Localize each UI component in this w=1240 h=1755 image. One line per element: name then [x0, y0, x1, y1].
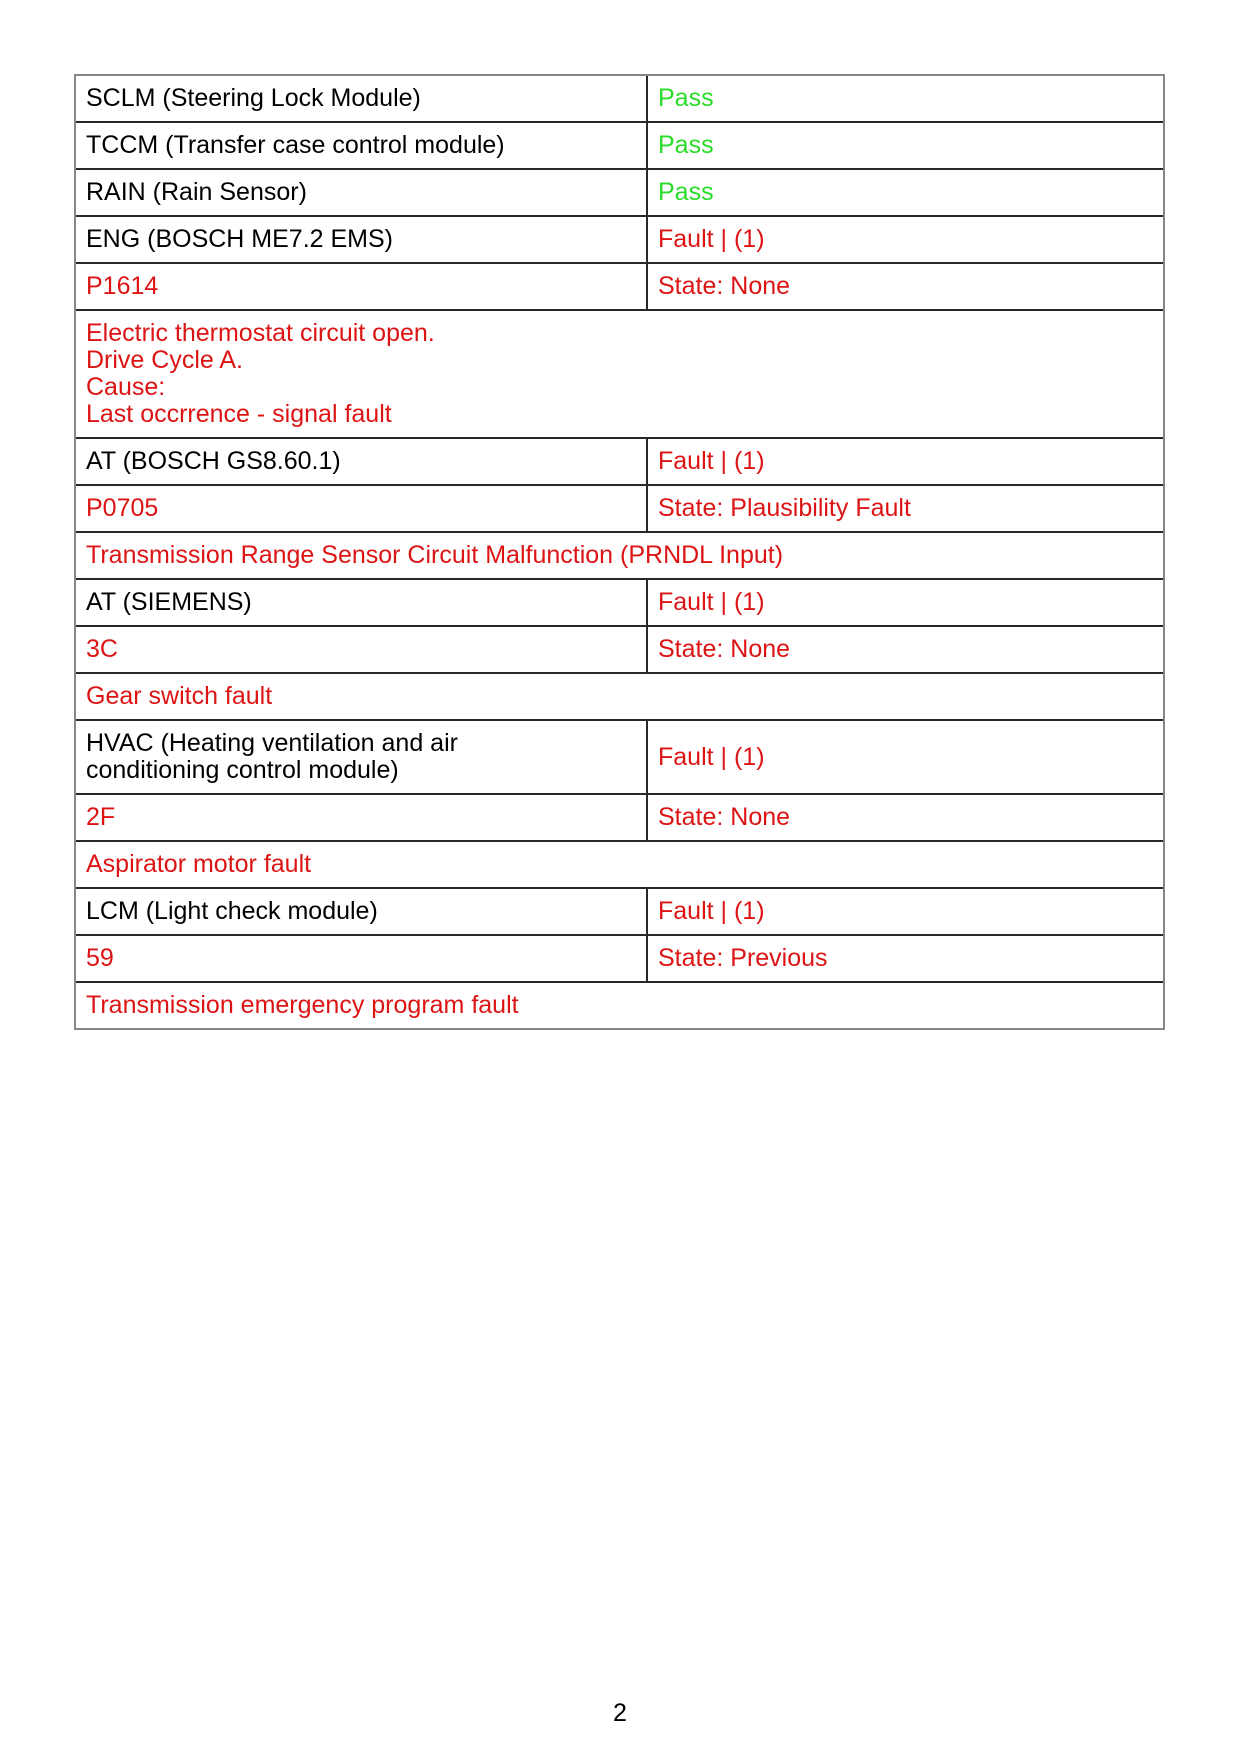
dtc-row	[76, 934, 1163, 981]
fault-description-row	[76, 840, 1163, 887]
dtc-row	[76, 262, 1163, 309]
module-row	[76, 887, 1163, 934]
dtc-state-cell: State: Previous	[648, 934, 1163, 981]
module-status-cell: Fault | (1)	[648, 719, 1163, 793]
dtc-code-cell: 59	[76, 934, 648, 981]
fault-description-cell	[76, 309, 1163, 437]
module-name-cell: SCLM (Steering Lock Module)	[76, 76, 648, 121]
module-name-cell: RAIN (Rain Sensor)	[76, 168, 648, 215]
fault-description-cell: Transmission Range Sensor Circuit Malfunction (PRNDL Input)	[76, 531, 1163, 578]
page-number: 2	[613, 1699, 627, 1727]
fault-description-cell: Gear switch fault	[76, 672, 1163, 719]
module-row	[76, 215, 1163, 262]
fault-description-row	[76, 981, 1163, 1028]
dtc-code-cell: P0705	[76, 484, 648, 531]
module-status-cell: Pass	[658, 84, 714, 112]
dtc-code-cell: 3C	[76, 625, 648, 672]
dtc-row	[76, 793, 1163, 840]
fault-description-row	[76, 531, 1163, 578]
module-status-cell: Fault | (1)	[648, 887, 1163, 934]
dtc-row	[76, 484, 1163, 531]
fault-description-row	[76, 672, 1163, 719]
module-row	[76, 121, 1163, 168]
module-row	[76, 437, 1163, 484]
module-name-cell	[76, 719, 648, 793]
dtc-code-cell: 2F	[76, 793, 648, 840]
fault-description-line: Cause:	[86, 373, 166, 401]
module-row	[76, 578, 1163, 625]
module-name-line: HVAC (Heating ventilation and air	[86, 729, 458, 757]
module-row	[76, 719, 1163, 793]
dtc-state-cell: State: None	[648, 262, 1163, 309]
fault-description-line: Drive Cycle A.	[86, 346, 243, 374]
module-status-cell: Pass	[648, 121, 1163, 168]
module-row	[76, 76, 1163, 121]
module-name-cell: LCM (Light check module)	[76, 887, 648, 934]
diagnostic-results-table	[74, 74, 1165, 1030]
module-name-cell: ENG (BOSCH ME7.2 EMS)	[76, 215, 648, 262]
fault-description-line: Electric thermostat circuit open.	[86, 319, 435, 347]
dtc-code-cell: P1614	[76, 262, 648, 309]
module-name-line: conditioning control module)	[86, 756, 399, 784]
fault-description-cell: Transmission emergency program fault	[76, 981, 1163, 1028]
dtc-state-cell: State: None	[648, 793, 1163, 840]
module-status-cell: Fault | (1)	[648, 437, 1163, 484]
fault-description-line: Last occrrence - signal fault	[86, 400, 392, 428]
dtc-row	[76, 625, 1163, 672]
dtc-state-cell: State: None	[648, 625, 1163, 672]
module-name-cell: AT (SIEMENS)	[76, 578, 648, 625]
module-status-cell: Fault | (1)	[648, 578, 1163, 625]
module-status-cell: Fault | (1)	[648, 215, 1163, 262]
module-row	[76, 168, 1163, 215]
dtc-state-cell: State: Plausibility Fault	[648, 484, 1163, 531]
fault-description-row	[76, 309, 1163, 437]
module-status-cell: Pass	[648, 168, 1163, 215]
fault-description-cell: Aspirator motor fault	[76, 840, 1163, 887]
module-name-cell: TCCM (Transfer case control module)	[76, 121, 648, 168]
module-name-cell: AT (BOSCH GS8.60.1)	[76, 437, 648, 484]
